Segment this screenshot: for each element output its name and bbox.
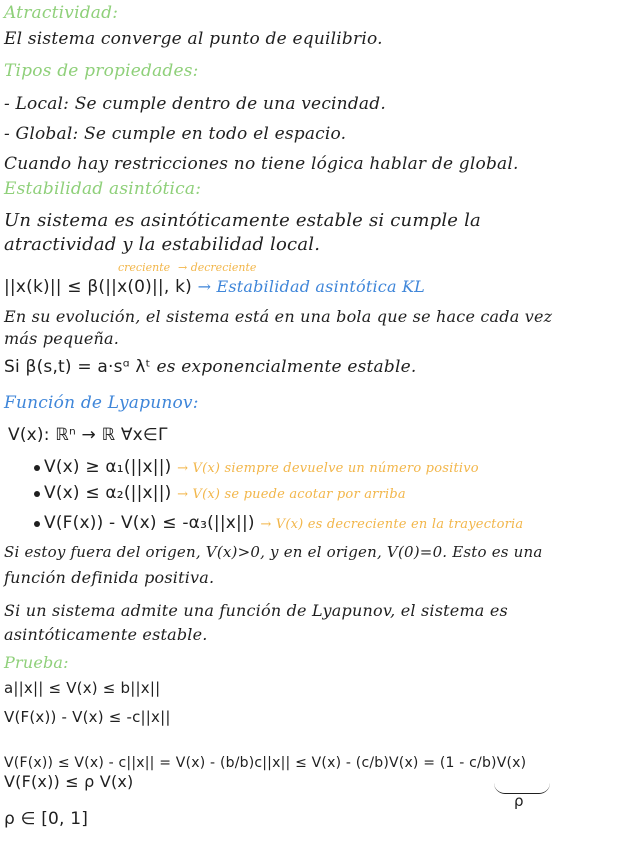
text-converge: El sistema converge al punto de equilibrio. [4, 29, 383, 49]
condition-1-formula: V(x) ≥ α₁(||x||) [44, 457, 172, 477]
proof-step-5: ρ ∈ [0, 1] [4, 809, 89, 829]
kl-note: → Estabilidad asintótica KL [197, 277, 425, 296]
heading-tipos-propiedades: Tipos de propiedades: [4, 61, 199, 81]
note-decreciente: → decreciente [178, 261, 257, 274]
condition-2 [34, 482, 406, 506]
proof-step-3: V(F(x)) ≤ V(x) - c||x|| = V(x) - (b/b)c||x|| ≤ V(x) - (c/b)V(x) = (1 - c/b)V(x) [4, 755, 527, 771]
condition-3-note: → V(x) es decreciente en la trayectoria [260, 517, 524, 532]
bullet-icon [34, 491, 40, 497]
text-restricciones: Cuando hay restricciones no tiene lógica hablar de global. [4, 154, 519, 174]
condition-1 [34, 456, 479, 480]
text-local: - Local: Se cumple dentro de una vecindad. [4, 94, 386, 114]
condition-3-formula: V(F(x)) - V(x) ≤ -α₃(||x||) [44, 513, 255, 533]
lyapunov-definition: V(x): ℝⁿ → ℝ ∀x∈Γ [8, 425, 168, 445]
text-admite-1: Si un sistema admite una función de Lyapunov, el sistema es [4, 601, 508, 620]
text-admite-2: asintóticamente estable. [4, 625, 208, 644]
text-origen-2: función definida positiva. [4, 568, 215, 587]
kl-line [4, 276, 425, 298]
proof-step-3-rho: ρ [514, 792, 524, 810]
text-evolucion-2: más pequeña. [4, 329, 120, 348]
bullet-icon [34, 465, 40, 471]
exponential-text: es exponencialmente estable. [156, 357, 417, 377]
proof-step-1: a||x|| ≤ V(x) ≤ b||x|| [4, 679, 161, 697]
condition-3 [34, 512, 523, 536]
text-global: - Global: Se cumple en todo el espacio. [4, 124, 347, 144]
heading-funcion-lyapunov: Función de Lyapunov: [4, 393, 199, 413]
bullet-icon [34, 521, 40, 527]
exponential-formula: Si β(s,t) = a·sᵅ λᵗ [4, 357, 151, 377]
heading-prueba: Prueba: [4, 653, 69, 672]
exponential-line [4, 356, 416, 378]
heading-atractividad: Atractividad: [4, 3, 119, 23]
text-asintotica-1: Un sistema es asintóticamente estable si cumple la [4, 210, 481, 231]
condition-2-note: → V(x) se puede acotar por arriba [177, 487, 406, 502]
heading-estabilidad-asintotica: Estabilidad asintótica: [4, 179, 202, 199]
text-evolucion-1: En su evolución, el sistema está en una bola que se hace cada vez [4, 307, 553, 326]
proof-step-2: V(F(x)) - V(x) ≤ -c||x|| [4, 708, 171, 726]
condition-1-note: → V(x) siempre devuelve un número positivo [177, 461, 479, 476]
condition-2-formula: V(x) ≤ α₂(||x||) [44, 483, 172, 503]
kl-formula: ||x(k)|| ≤ β(||x(0)||, k) [4, 277, 192, 297]
text-asintotica-2: atractividad y la estabilidad local. [4, 234, 321, 255]
proof-step-4: V(F(x)) ≤ ρ V(x) [4, 772, 134, 791]
text-origen-1: Si estoy fuera del origen, V(x)>0, y en el origen, V(0)=0. Esto es una [4, 543, 543, 561]
note-creciente: creciente [118, 261, 171, 274]
